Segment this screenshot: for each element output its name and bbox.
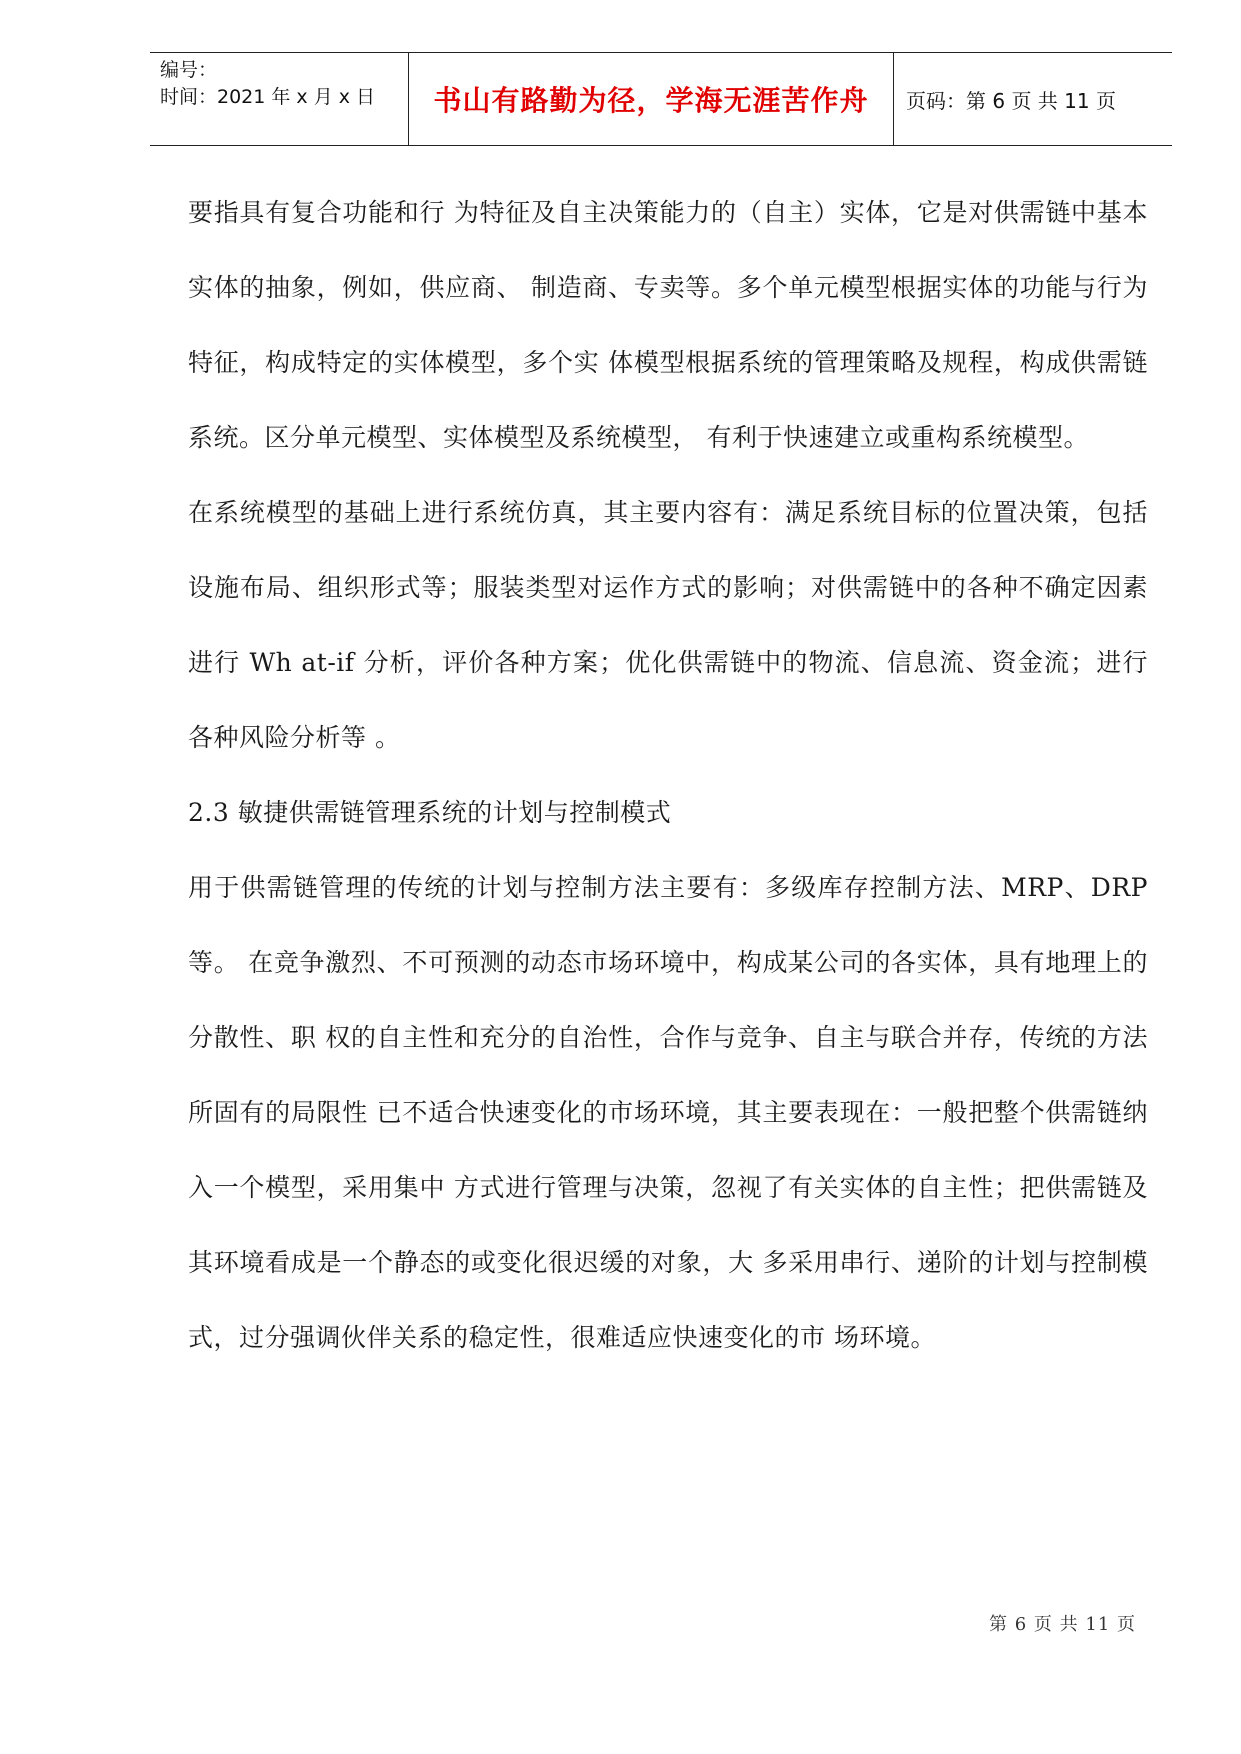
page-header	[150, 52, 1172, 146]
header-divider-right	[893, 53, 894, 145]
section-heading: 2.3 敏捷供需链管理系统的计划与控制模式	[188, 798, 672, 827]
header-page-info: 页码：第 6 页 共 11 页	[906, 88, 1116, 113]
body-paragraph-1: 要指具有复合功能和行 为特征及自主决策能力的（自主）实体，它是对供需链中基本实体的抽象，例如，供应商、 制造商、专卖等。多个单元模型根据实体的功能与行为特征，构成特定的实体模型，多个实 体模型根据系统的管理策略及规程，构成供需链系统。区分单元模型、实体模型及系统模型， 有利于快速建立或重构系统模型。	[188, 198, 1148, 452]
document-body	[188, 175, 1148, 1375]
document-number-label: 编号：	[160, 59, 218, 81]
document-time-label: 时间：2021 年 x 月 x 日	[160, 86, 376, 108]
header-meta	[160, 53, 400, 145]
header-motto: 书山有路勤为径，学海无涯苦作舟	[433, 84, 869, 117]
page-footer-number: 第 6 页 共 11 页	[989, 1614, 1136, 1635]
body-paragraph-3: 用于供需链管理的传统的计划与控制方法主要有：多级库存控制方法、MRP、DRP 等。 在竞争激烈、不可预测的动态市场环境中，构成某公司的各实体，具有地理上的分散性、职 权的自主性和充分的自治性，合作与竞争、自主与联合并存，传统的方法所固有的局限性 已不适合快速变化的市场环境，其主要表现在：一般把整个供需链纳入一个模型，采用集中 方式进行管理与决策，忽视了有关实体的自主性；把供需链及其环境看成是一个静态的或变化很迟缓的对象，大 多采用串行、递阶的计划与控制模式，过分强调伙伴关系的稳定性，很难适应快速变化的市 场环境。	[188, 873, 1148, 1352]
body-paragraph-2: 在系统模型的基础上进行系统仿真，其主要内容有：满足系统目标的位置决策，包括 设施布局、组织形式等；服装类型对运作方式的影响；对供需链中的各种不确定因素进行 Wh at-if 分析，评价各种方案；优化供需链中的物流、信息流、资金流；进行各种风险分析等 。	[188, 498, 1148, 752]
